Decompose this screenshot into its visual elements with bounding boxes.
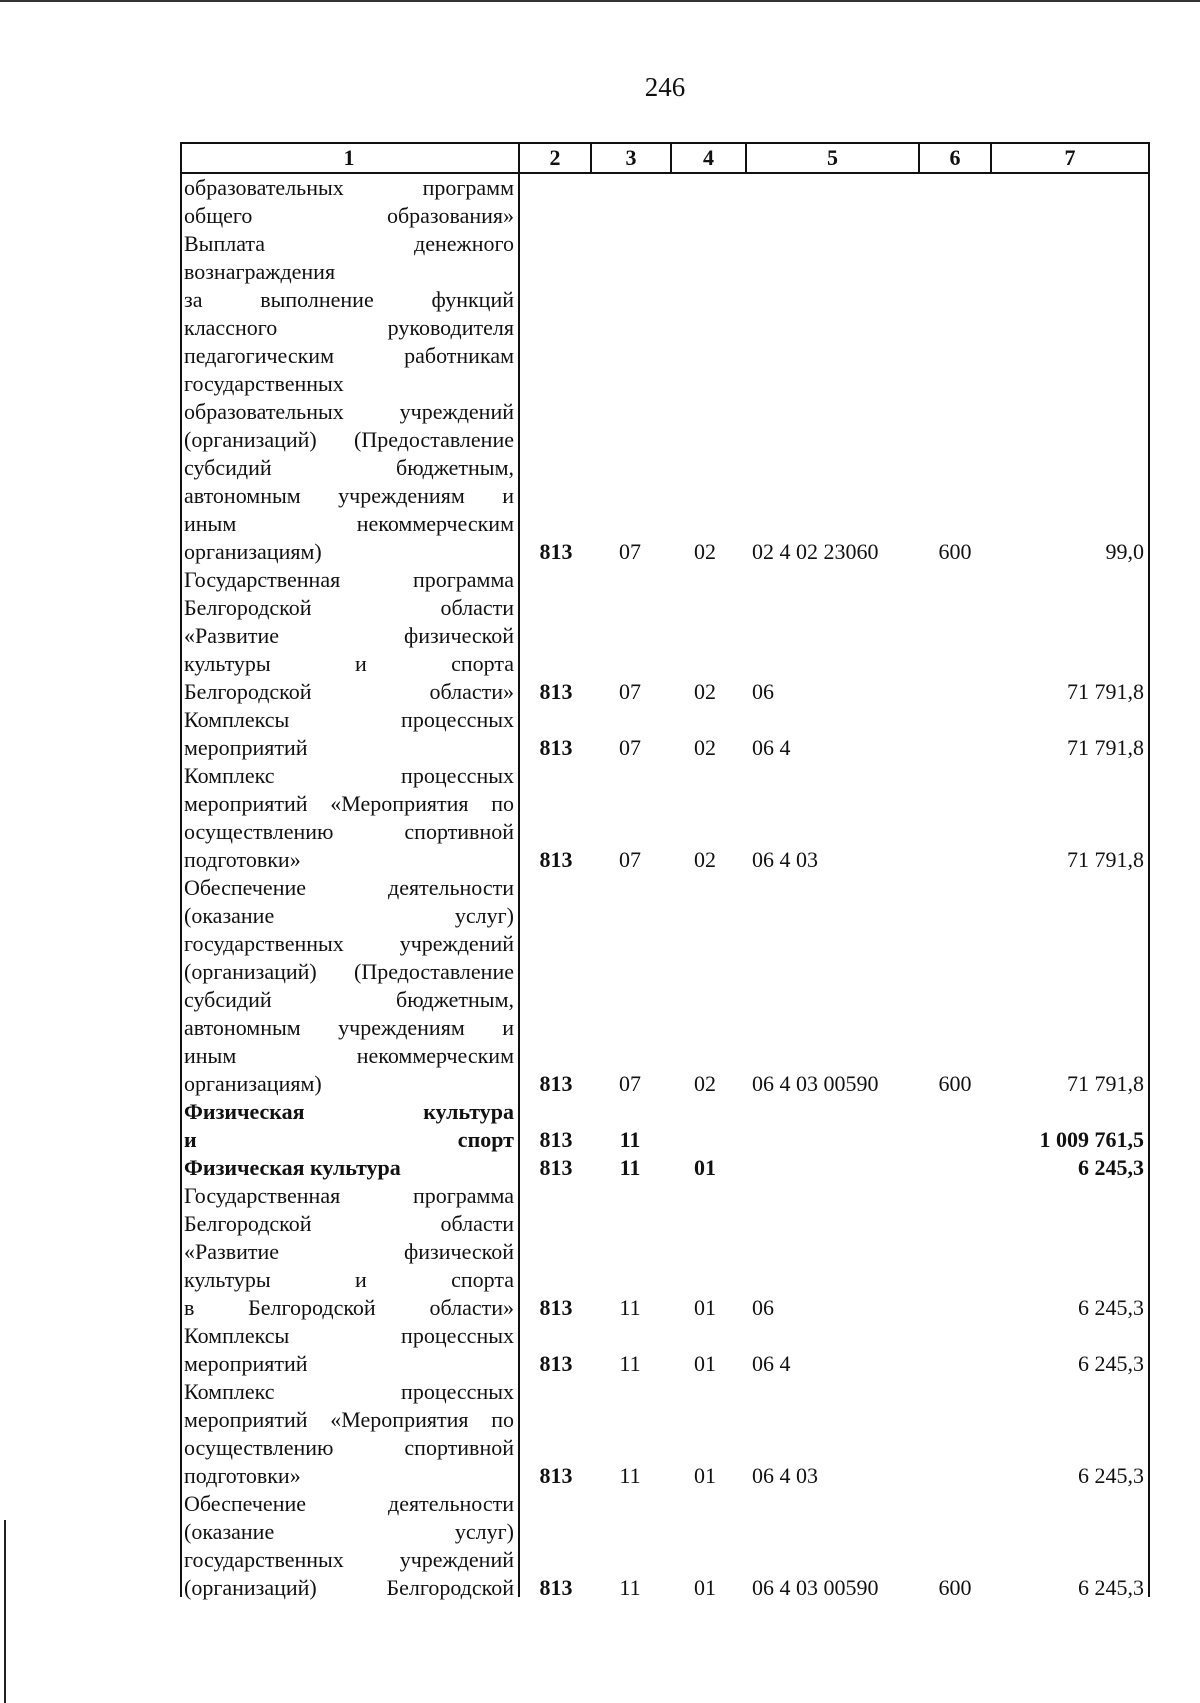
description-line: иным некоммерческим xyxy=(184,511,514,536)
cell-subsection: 02 xyxy=(694,735,716,760)
description-line: культуры и спорта xyxy=(184,651,514,676)
description-line: общего образования» xyxy=(184,203,514,228)
cell-section: 07 xyxy=(619,539,641,564)
cell-target-article: 06 4 xyxy=(752,1351,791,1376)
header-col-1: 1 xyxy=(343,145,355,170)
description-line: «Развитие физической xyxy=(184,1239,514,1264)
description-line: Комплексы процессных xyxy=(184,707,514,732)
description-line: мероприятий «Мероприятия по xyxy=(184,791,514,816)
row-description xyxy=(184,566,514,706)
cell-expense-type xyxy=(920,734,990,762)
description-line: (организаций) Белгородской xyxy=(184,1575,514,1600)
cell-target-article: 06 4 xyxy=(752,735,791,760)
description-line: Государственная программа xyxy=(184,567,514,592)
cell-ministry-code: 813 xyxy=(539,847,573,872)
row-description xyxy=(184,762,514,874)
cell-expense-type xyxy=(920,1350,990,1378)
cell-ministry-code: 813 xyxy=(539,735,573,760)
cell-subsection: 02 xyxy=(694,847,716,872)
row-description xyxy=(184,706,514,762)
row-description xyxy=(184,874,514,1098)
cell-section: 07 xyxy=(619,1071,641,1096)
description-line: субсидий бюджетным, xyxy=(184,455,514,480)
description-line: государственных учреждений xyxy=(184,1547,514,1572)
cell-subsection xyxy=(670,1126,740,1154)
cell-expense-type xyxy=(920,678,990,706)
table-row xyxy=(180,1322,1150,1378)
cell-amount: 6 245,3 xyxy=(1078,1155,1144,1180)
cell-amount: 1 009 761,5 xyxy=(1039,1127,1144,1152)
cell-section: 11 xyxy=(619,1155,641,1180)
page-number: 246 xyxy=(644,72,686,102)
cell-target-article: 06 xyxy=(752,1295,774,1320)
cell-subsection: 01 xyxy=(694,1155,716,1180)
description-line: образовательных программ xyxy=(184,175,514,200)
description-line: образовательных учреждений xyxy=(184,399,514,424)
description-line: мероприятий «Мероприятия по xyxy=(184,1407,514,1432)
header-col-3: 3 xyxy=(625,145,637,170)
cell-ministry-code: 813 xyxy=(539,1071,573,1096)
cell-section: 11 xyxy=(619,1575,641,1600)
description-line: организациям) xyxy=(184,539,322,564)
description-line: Комплекс процессных xyxy=(184,1379,514,1404)
scan-margin-line xyxy=(4,1520,6,1703)
cell-target-article xyxy=(752,1126,912,1154)
description-line: Комплекс процессных xyxy=(184,763,514,788)
cell-amount: 6 245,3 xyxy=(1078,1295,1144,1320)
description-line: подготовки» xyxy=(184,847,301,872)
cell-section: 11 xyxy=(619,1295,641,1320)
description-line: подготовки» xyxy=(184,1463,301,1488)
description-line: Выплата денежного xyxy=(184,231,514,256)
cell-subsection: 01 xyxy=(694,1463,716,1488)
cell-expense-type xyxy=(920,1154,990,1182)
description-line: автономным учреждениям и xyxy=(184,483,514,508)
table-row xyxy=(180,706,1150,762)
cell-section: 07 xyxy=(619,735,641,760)
cell-ministry-code: 813 xyxy=(539,1155,573,1180)
row-description xyxy=(184,1378,514,1490)
cell-subsection: 01 xyxy=(694,1295,716,1320)
cell-ministry-code: 813 xyxy=(539,1295,573,1320)
description-line: классного руководителя xyxy=(184,315,514,340)
description-line: осуществлению спортивной xyxy=(184,819,514,844)
cell-subsection: 02 xyxy=(694,539,716,564)
description-line: и спорт xyxy=(184,1127,514,1152)
cell-amount: 6 245,3 xyxy=(1078,1575,1144,1600)
description-line: (организаций) (Предоставление xyxy=(184,959,514,984)
cell-subsection: 02 xyxy=(694,679,716,704)
row-description xyxy=(184,1490,514,1602)
row-description xyxy=(184,1098,514,1154)
budget-table xyxy=(180,142,1150,1600)
cell-expense-type xyxy=(920,1462,990,1490)
cell-expense-type: 600 xyxy=(938,1575,972,1600)
table-row xyxy=(180,566,1150,706)
table-row xyxy=(180,1182,1150,1322)
cell-ministry-code: 813 xyxy=(539,1463,573,1488)
description-line: государственных xyxy=(184,371,344,396)
table-row xyxy=(180,762,1150,874)
cell-section: 07 xyxy=(619,679,641,704)
cell-section: 11 xyxy=(619,1127,641,1152)
description-line: за выполнение функций xyxy=(184,287,514,312)
description-line: мероприятий xyxy=(184,735,308,760)
cell-section: 11 xyxy=(619,1351,641,1376)
table-row xyxy=(180,1098,1150,1154)
cell-amount: 71 791,8 xyxy=(1067,679,1144,704)
header-col-5: 5 xyxy=(827,145,838,170)
cell-target-article: 06 4 03 xyxy=(752,847,818,872)
cell-target-article: 06 4 03 00590 xyxy=(752,1575,879,1600)
cell-expense-type xyxy=(920,1294,990,1322)
cell-ministry-code: 813 xyxy=(539,679,573,704)
table-row xyxy=(180,174,1150,566)
description-line: «Развитие физической xyxy=(184,623,514,648)
description-line: Белгородской области» xyxy=(184,679,514,704)
description-line: субсидий бюджетным, xyxy=(184,987,514,1012)
cell-amount: 71 791,8 xyxy=(1067,735,1144,760)
table-row xyxy=(180,1378,1150,1490)
row-description xyxy=(184,1322,514,1378)
cell-section: 07 xyxy=(619,847,641,872)
description-line: (оказание услуг) xyxy=(184,903,514,928)
cell-ministry-code: 813 xyxy=(539,1127,573,1152)
description-line: Обеспечение деятельности xyxy=(184,1491,514,1516)
cell-amount: 71 791,8 xyxy=(1067,847,1144,872)
description-line: Комплексы процессных xyxy=(184,1323,514,1348)
cell-amount: 6 245,3 xyxy=(1078,1463,1144,1488)
cell-expense-type: 600 xyxy=(938,539,972,564)
cell-ministry-code: 813 xyxy=(539,1351,573,1376)
top-border-line xyxy=(0,0,1200,2)
description-line: вознаграждения xyxy=(184,259,336,284)
row-description xyxy=(184,174,514,566)
description-line: государственных учреждений xyxy=(184,931,514,956)
description-line: педагогическим работникам xyxy=(184,343,514,368)
cell-ministry-code: 813 xyxy=(539,1575,573,1600)
header-col-4: 4 xyxy=(703,145,714,170)
header-col-6: 6 xyxy=(949,145,961,170)
cell-subsection: 01 xyxy=(694,1575,716,1600)
header-col-7: 7 xyxy=(1064,145,1076,170)
description-line: культуры и спорта xyxy=(184,1267,514,1292)
cell-amount: 99,0 xyxy=(1105,539,1144,564)
description-line: Белгородской области xyxy=(184,1211,514,1236)
table-row xyxy=(180,1154,1150,1182)
row-description xyxy=(184,1182,514,1322)
row-description xyxy=(184,1154,514,1182)
cell-subsection: 02 xyxy=(694,1071,716,1096)
description-line: Государственная программа xyxy=(184,1183,514,1208)
cell-expense-type: 600 xyxy=(938,1071,972,1096)
cell-target-article: 06 4 03 00590 xyxy=(752,1071,879,1096)
description-line: (организаций) (Предоставление xyxy=(184,427,514,452)
description-line: мероприятий xyxy=(184,1351,308,1376)
description-line: в Белгородской области» xyxy=(184,1295,514,1320)
table-row xyxy=(180,1490,1150,1602)
cell-expense-type xyxy=(920,1126,990,1154)
description-line: автономным учреждениям и xyxy=(184,1015,514,1040)
table-row xyxy=(180,874,1150,1098)
cell-target-article xyxy=(752,1154,912,1182)
header-col-2: 2 xyxy=(549,145,561,170)
description-line: Обеспечение деятельности xyxy=(184,875,514,900)
description-line: Физическая культура xyxy=(184,1099,514,1124)
cell-amount: 71 791,8 xyxy=(1067,1071,1144,1096)
description-line: Белгородской области xyxy=(184,595,514,620)
description-line: осуществлению спортивной xyxy=(184,1435,514,1460)
description-line: организациям) xyxy=(184,1071,322,1096)
cell-amount: 6 245,3 xyxy=(1078,1351,1144,1376)
description-line: (оказание услуг) xyxy=(184,1519,514,1544)
description-line: Физическая культура xyxy=(184,1155,401,1180)
cell-target-article: 02 4 02 23060 xyxy=(752,539,879,564)
cell-section: 11 xyxy=(619,1463,641,1488)
cell-subsection: 01 xyxy=(694,1351,716,1376)
cell-expense-type xyxy=(920,846,990,874)
cell-ministry-code: 813 xyxy=(539,539,573,564)
cell-target-article: 06 xyxy=(752,679,774,704)
cell-target-article: 06 4 03 xyxy=(752,1463,818,1488)
description-line: иным некоммерческим xyxy=(184,1043,514,1068)
